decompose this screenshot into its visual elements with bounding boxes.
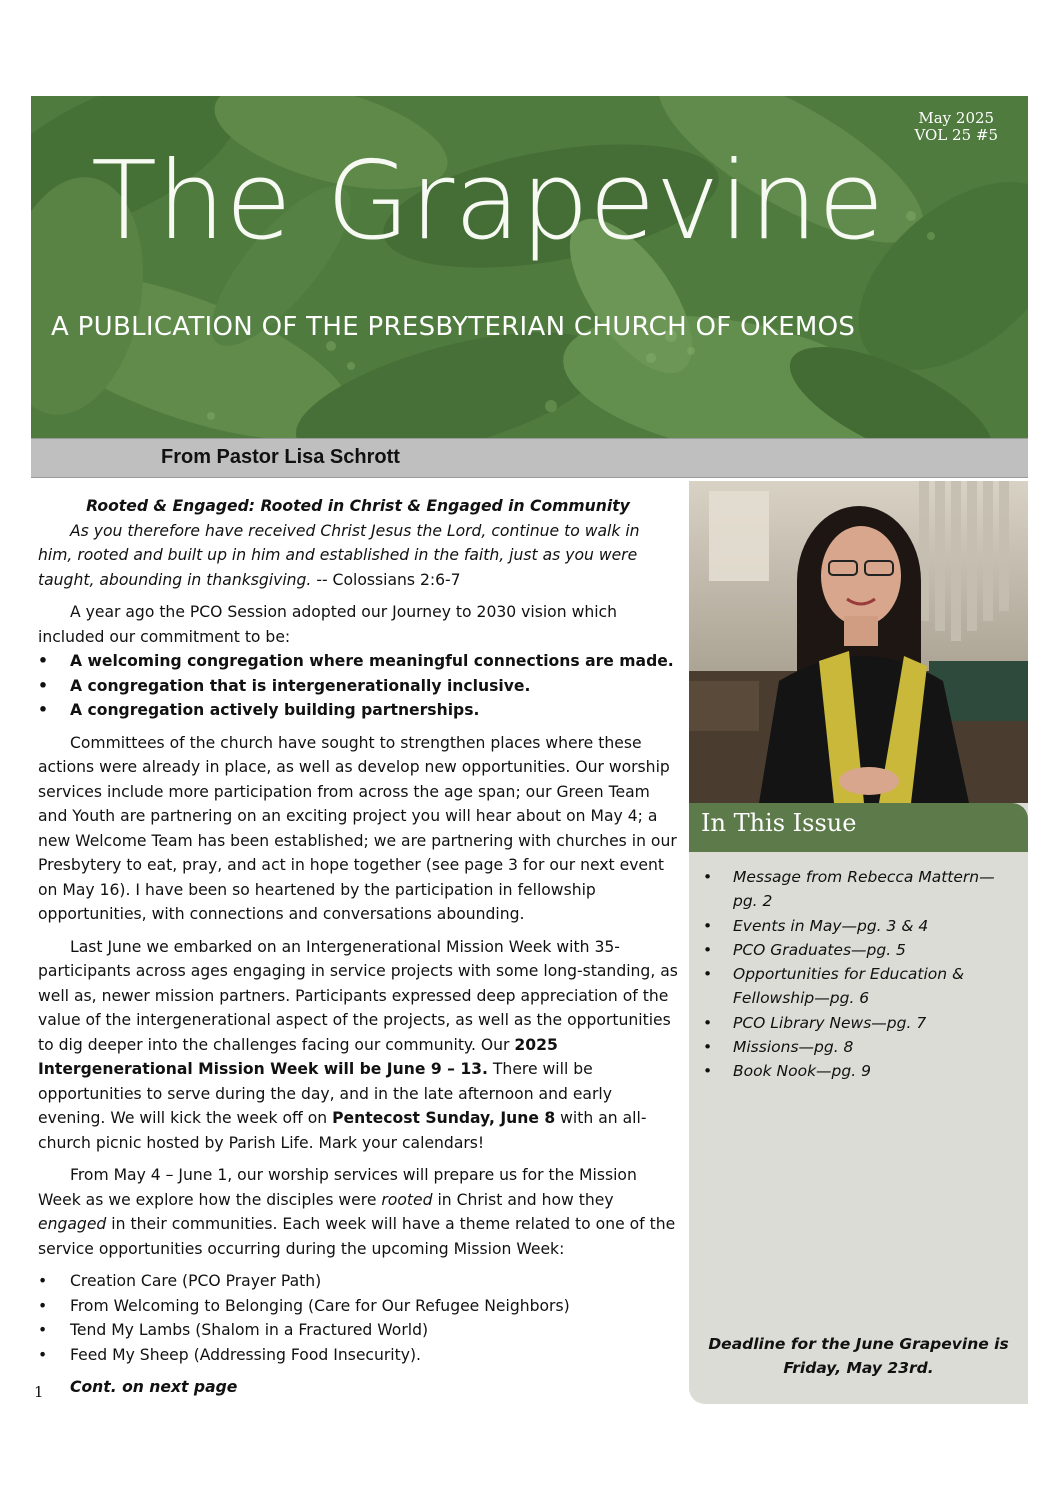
list-item: • A welcoming congregation where meaningful connections are made. (38, 649, 678, 674)
article-paragraph (38, 935, 678, 1156)
deadline-notice: Deadline for the June Grapevine is Friday, May 23rd. (708, 1335, 1009, 1377)
in-this-issue-panel (689, 803, 1028, 1404)
newsletter-subtitle: A PUBLICATION OF THE PRESBYTERIAN CHURCH OF OKEMOS (51, 312, 856, 342)
page-number: 1 (34, 1383, 44, 1401)
pastor-photo (689, 481, 1028, 803)
article-paragraph: Committees of the church have sought to strengthen places where these actions were already in place, as well as develop new opportunities. Our worship services include more participation from across the age span; our Green Team and Youth are partnering on an exciting project you will hear about on May 4; a new Welcome Team has been established; we are partnering with churches in our Presbytery to eat, pray, and act in hope together (see page 3 for our next event on May 16). I have been so heartened by the participation in fellowship opportunities, with connections and conversations abounding. (38, 733, 677, 923)
pentecost-date: Pentecost Sunday, June 8 (332, 1109, 556, 1127)
sidebar-heading: In This Issue (689, 803, 1028, 852)
pastor-photo-image (689, 481, 1028, 803)
pastor-article (38, 494, 678, 1408)
contents-item: • Missions—pg. 8 (733, 1035, 1014, 1059)
scripture-reference: -- Colossians 2:6-7 (311, 570, 461, 589)
text-run: Last June we embarked on an Intergenerational Mission Week with 35-participants across ages engaging in service projects with some long-standing, as well as, newer mission partners. Participants expressed deep appreciation of the value of the intergenerational aspect of the projects, as well as the opportunities to dig deeper into the challenges facing our community. Our (38, 937, 678, 1054)
text-run: in their communities. Each week will have a theme related to one of the service opportunities occurring during the upcoming Mission Week: (38, 1215, 676, 1258)
mission-week-dates: 2025 Intergenerational Mission Week will be June 9 – 13. (38, 1035, 558, 1078)
text-run: with an all-church picnic hosted by Parish Life. Mark your calendars! (38, 1109, 647, 1152)
scripture-text: As you therefore have received Christ Jesus the Lord, continue to walk in him, rooted and built up in him and established in the faith, just as you were taught, abounding in thanksgiving. (38, 521, 640, 589)
text-run: engaged (38, 1215, 107, 1233)
text-run: From May 4 – June 1, our worship services will prepare us for the Mission Week as we explore how the disciples were (38, 1166, 637, 1209)
theme-list (38, 1269, 678, 1367)
list-item: • Tend My Lambs (Shalom in a Fractured World) (38, 1318, 678, 1343)
contents-item: • Book Nook—pg. 9 (733, 1059, 1014, 1083)
article-paragraph: A year ago the PCO Session adopted our Journey to 2030 vision which included our commitment to be: (38, 603, 617, 646)
masthead-banner (31, 96, 1028, 438)
issue-volume: VOL 25 #5 (914, 126, 998, 144)
article-title: Rooted & Engaged: Rooted in Christ & Engaged in Community (86, 497, 630, 515)
list-item: • Feed My Sheep (Addressing Food Insecurity). (38, 1343, 678, 1368)
contents-item: • Events in May—pg. 3 & 4 (733, 914, 1014, 938)
contents-item: • PCO Library News—pg. 7 (733, 1011, 1014, 1035)
scripture-quote (38, 519, 678, 593)
list-item: • A congregation that is intergenerationally inclusive. (38, 674, 678, 699)
text-run: rooted (381, 1190, 433, 1209)
newsletter-title: The Grapevine (91, 139, 885, 264)
list-item: • A congregation actively building partnerships. (38, 698, 678, 723)
issue-month: May 2025 (918, 109, 995, 127)
section-heading: From Pastor Lisa Schrott (161, 446, 400, 468)
contents-item: • PCO Graduates—pg. 5 (733, 938, 1014, 962)
issue-date (914, 110, 998, 144)
contents-item: • Message from Rebecca Mattern—pg. 2 (733, 865, 1014, 914)
commitment-list (38, 649, 678, 723)
text-run: There will be opportunities to serve during the day, and in the late afternoon and early evening. We will kick the week off on (38, 1060, 612, 1127)
article-paragraph (38, 1163, 678, 1261)
list-item: • Creation Care (PCO Prayer Path) (38, 1269, 678, 1294)
list-item: • From Welcoming to Belonging (Care for Our Refugee Neighbors) (38, 1294, 678, 1319)
continued-note: Cont. on next page (70, 1378, 238, 1396)
contents-list (689, 865, 1028, 1084)
contents-item: • Opportunities for Education & Fellowship—pg. 6 (733, 962, 1014, 1011)
text-run: in Christ and how they (432, 1190, 614, 1209)
section-heading-bar (31, 438, 1028, 478)
